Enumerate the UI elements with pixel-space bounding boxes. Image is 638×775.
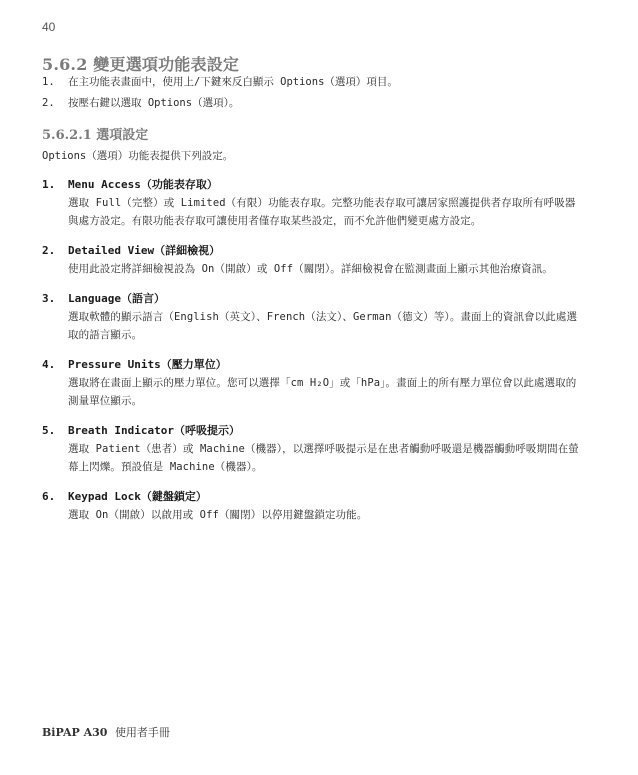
footer-doc-title: 使用者手冊 xyxy=(114,726,170,739)
option-number: 2. xyxy=(42,244,56,257)
option-title: Detailed View（詳細檢視） xyxy=(68,244,221,257)
step-text: 按壓右鍵以選取 Options（選項）。 xyxy=(68,97,240,109)
option-number: 4. xyxy=(42,358,56,371)
option-description: 選取 Patient（患者）或 Machine（機器），以選擇呼吸提示是在患者觸動呼吸還是機器觸動呼吸期間在螢幕上閃爍。預設值是 Machine（機器）。 xyxy=(68,443,579,473)
option-title-row xyxy=(42,488,582,506)
step-number: 2. xyxy=(42,97,55,109)
step-text: 在主功能表畫面中，使用上/下鍵來反白顯示 Options（選項）項目。 xyxy=(68,76,398,88)
option-number: 5. xyxy=(42,424,56,437)
option-description: 使用此設定將詳細檢視設為 On（開啟）或 Off（關閉）。詳細檢視會在監測畫面上顯示其他治療資訊。 xyxy=(68,263,553,275)
footer xyxy=(42,724,170,740)
step-item xyxy=(42,72,602,93)
page-number: 40 xyxy=(42,20,56,34)
option-description: 選取將在畫面上顯示的壓力單位。您可以選擇「cm H₂O」或「hPa」。畫面上的所有壓力單位會以此處選取的測量單位顯示。 xyxy=(68,377,577,407)
step-number: 1. xyxy=(42,76,55,88)
option-title: Breath Indicator（呼吸提示） xyxy=(68,424,240,437)
options-list xyxy=(42,176,582,536)
subsection-heading: 5.6.2.1 選項設定 xyxy=(42,128,149,143)
option-title-row xyxy=(42,422,582,440)
step-item xyxy=(42,93,602,114)
option-number: 3. xyxy=(42,292,56,305)
option-title-row xyxy=(42,242,582,260)
option-title: Keypad Lock（鍵盤鎖定） xyxy=(68,490,207,503)
option-description: 選取 On（開啟）以啟用或 Off（關閉）以停用鍵盤鎖定功能。 xyxy=(68,509,368,521)
option-title-row xyxy=(42,176,582,194)
option-title-row xyxy=(42,290,582,308)
intro-text: Options（選項）功能表提供下列設定。 xyxy=(42,150,234,162)
steps-list xyxy=(42,72,602,114)
option-description: 選取軟體的顯示語言（English（英文）、French（法文）、German（德文）等）。畫面上的資訊會以此處選取的語言顯示。 xyxy=(68,311,578,341)
option-item xyxy=(42,242,582,278)
option-item xyxy=(42,488,582,524)
option-item xyxy=(42,176,582,230)
option-title-row xyxy=(42,356,582,374)
option-item xyxy=(42,422,582,476)
option-item xyxy=(42,290,582,344)
option-description: 選取 Full（完整）或 Limited（有限）功能表存取。完整功能表存取可讓居家照護提供者存取所有呼吸器與處方設定。有限功能表存取可讓使用者僅存取某些設定，而不允許他們變更處方設定。 xyxy=(68,197,576,227)
footer-brand: BiPAP A30 xyxy=(42,726,108,739)
option-title: Pressure Units（壓力單位） xyxy=(68,358,227,371)
option-title: Menu Access（功能表存取） xyxy=(68,178,218,191)
option-number: 6. xyxy=(42,490,56,503)
section-heading: 5.6.2 變更選項功能表設定 xyxy=(42,55,240,74)
option-title: Language（語言） xyxy=(68,292,165,305)
option-number: 1. xyxy=(42,178,56,191)
option-item xyxy=(42,356,582,410)
